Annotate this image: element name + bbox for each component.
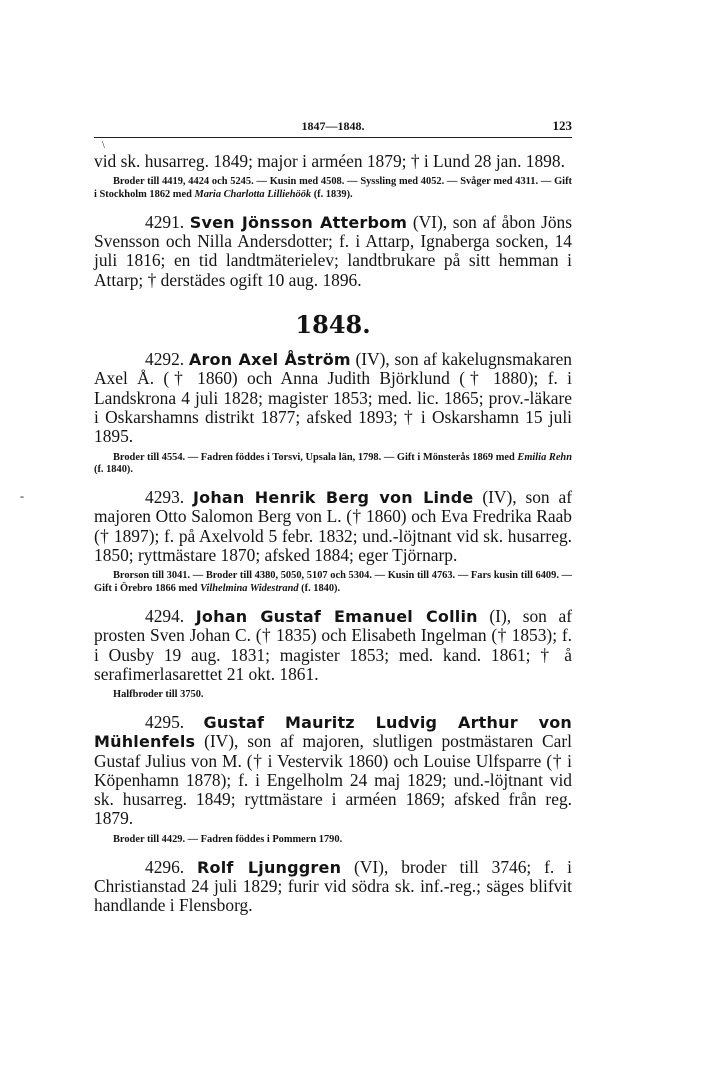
entry-text: (I), son af prosten Sven Johan C. († 1835) och Elisabeth Ingelman († 1853); f. i Ousby 19 aug. 1831; magister 1853; med. kand. 1861; † å serafimerlasarettet 21 okt. 1861. [94, 605, 573, 684]
entry-name: Sven Jönsson Atterbom [189, 212, 408, 232]
entry-note: Halfbroder till 3750. [113, 689, 204, 701]
tick-mark: \ [102, 140, 105, 151]
continued-entry-note: Broder till 4419, 4424 och 5245. — Kusin med 4508. — Syssling med 4052. — Svåger med 4311. — Gift i Stockholm 1862 med Maria Charlotta Lilliehöök (f. 1839). [94, 176, 572, 201]
entry-name: Rolf Ljunggren [197, 857, 342, 877]
entry-text: (IV), son af kakelugnsmakaren Axel Å. († 1860) och Anna Judith Björklund († 1880); f. i Landskrona 4 juli 1828; magister 1853; med. lic. 1865; prov.-läkare i Oskarshamns distrikt 1877; afsked 1893; † i Oskarshamn 15 juli 1895. [94, 349, 572, 447]
continued-entry-text: vid sk. husarreg. 1849; major i arméen 1879; † i Lund 28 jan. 1898. [94, 151, 565, 171]
entry-name: Gustaf Mauritz Ludvig Arthur von Mühlenfels [94, 712, 572, 752]
entry-4291 [94, 213, 572, 290]
entry-number: 4292. [145, 349, 185, 370]
page-number: 123 [552, 118, 572, 133]
header-year-range: 1847—1848. [301, 119, 365, 133]
entry-note: Brorson till 3041. — Broder till 4380, 5050, 5107 och 5304. — Kusin till 4763. — Fars kusin till 6409. — Gift i Örebro 1866 med Vilhelmina Widestrand (f. 1840). [94, 570, 572, 595]
entry-note: Broder till 4429. — Fadren föddes i Pommern 1790. [113, 833, 343, 845]
entry-number: 4291. [145, 211, 185, 232]
entry-name: Johan Henrik Berg von Linde [193, 488, 474, 508]
running-header [94, 117, 572, 137]
entry-4292 [94, 350, 572, 477]
entry-text: (VI), broder till 3746; f. i Christianstad 24 juli 1829; furir vid södra sk. inf.-reg.; säges blifvit handlande i Flensborg. [94, 856, 572, 916]
margin-dash: - [20, 489, 24, 503]
entry-4294 [94, 607, 572, 702]
entry-4295 [94, 713, 572, 847]
entry-number: 4296. [145, 856, 185, 877]
entry-text: (VI), son af åbon Jöns Svensson och Nilla Andersdotter; f. i Attarp, Ignaberga socken, 14 juli 1816; en tid landtmäterielev; landtbrukare på sitt hemman i Attarp; † derstädes ogift 10 aug. 1896. [94, 211, 573, 290]
entry-4293 [94, 488, 572, 596]
entry-note: Broder till 4554. — Fadren föddes i Torsvi, Upsala län, 1798. — Gift i Mönsterås 1869 med Emilia Rehn (f. 1840). [94, 451, 572, 476]
entry-number: 4295. [145, 711, 185, 732]
entry-number: 4294. [145, 605, 185, 626]
entry-name: Johan Gustaf Emanuel Collin [195, 606, 478, 626]
entry-text: (IV), son af majoren, slutligen postmästaren Carl Gustaf Julius von M. († i Vestervik 1860) och Louise Ulfsparre († i Köpenhamn 1878); f. i Engelholm 24 maj 1829; und.-löjtnant vid sk. husarreg. 1849; ryttmästare i arméen 1869; afsked från reg. 1879. [94, 731, 572, 829]
entry-text: (IV), son af majoren Otto Salomon Berg von L. († 1860) och Eva Fredrika Raab († 1897); f. på Axelvold 5 febr. 1832; und.-löjtnant vid sk. husarreg. 1850; ryttmästare 1870; afsked 1884; eger Tjörnarp. [94, 487, 572, 566]
entry-number: 4293. [145, 487, 185, 508]
page-body [94, 152, 572, 915]
year-heading: 1848. [295, 310, 371, 340]
entry-4296 [94, 858, 572, 916]
header-rule [94, 137, 572, 138]
continued-entry [94, 152, 572, 202]
entry-name: Aron Axel Åström [188, 350, 351, 370]
